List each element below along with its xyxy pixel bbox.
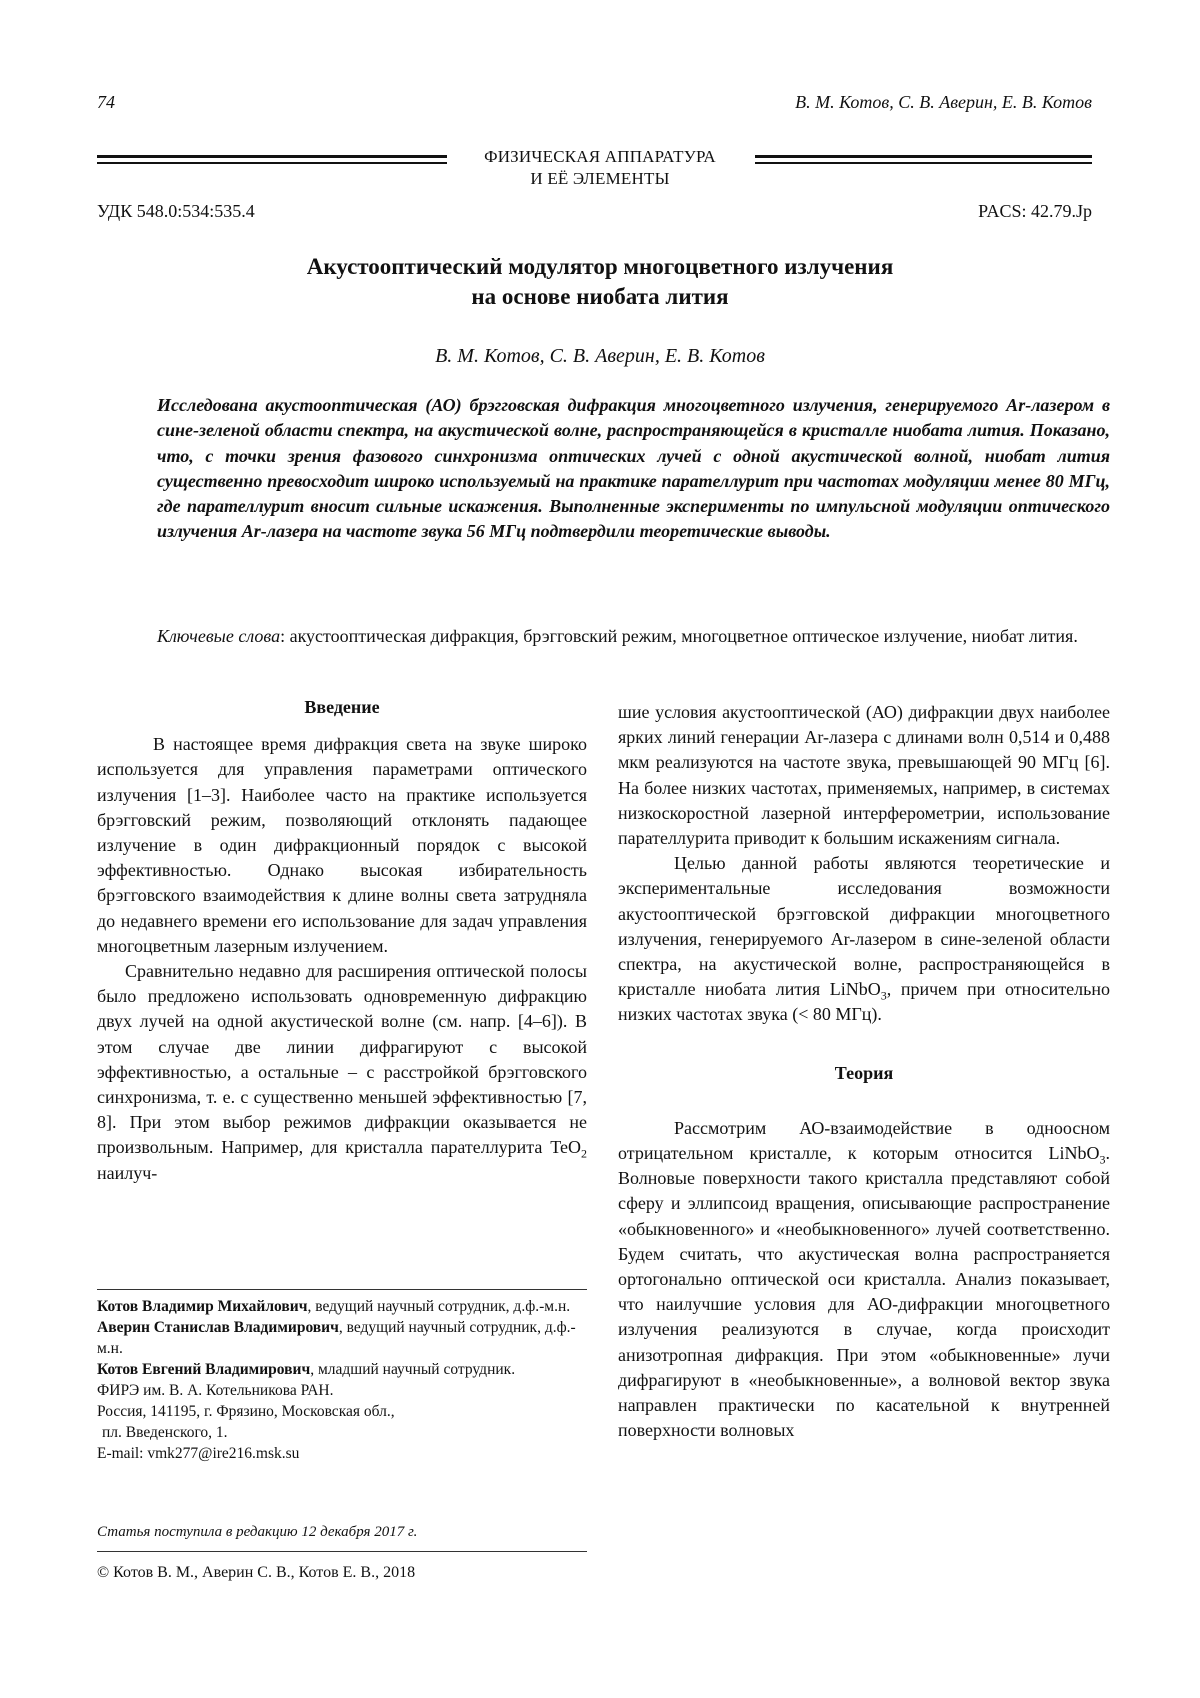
pacs-code: PACS: 42.79.Jp [978,201,1092,221]
article-authors: В. М. Котов, С. В. Аверин, Е. В. Котов [435,345,765,367]
theory-text-b: . Волновые поверхности такого кристалла представляют собой сферу и эллипсоид вращения, описывающие распространение «обыкновенного» и «необыкновенного» лучей соответственно. Будем считать, что акустическая волна распространяется ортогонально оптической оси кристалла. Анализ показывает, что наилучшие условия для АО-дифракции многоцветного излучения реализуются в случае, когда происходит анизотропная дифракция. При этом «обыкновенные» лучи дифрагируют в «необыкновенные», а волновой вектор звука направлен практически по касательной к внутренней поверхности волновых [618,1143,1110,1441]
intro-p2-subscript: 2 [581,1147,587,1162]
author-2-name: Аверин Станислав Владимирович [97,1319,339,1336]
author-2-info [97,1317,577,1359]
intro-paragraph-2 [97,959,587,1186]
abstract: Исследована акустооптическая (АО) брэгговская дифракция многоцветного излучения, генерируемого Ar-лазером в сине-зеленой области спектра, на акустической волне, распространяющейся в кристалле ниобата лития. Показано, что, с точки зрения фазового синхронизма оптических лучей с одной акустической волной, ниобат лития существенно превосходит широко используемый на практике парателлурит при частотах модуляции менее 80 МГц, где парателлурит вносит сильные искажения. Выполненные эксперименты по импульсной модуляции оптического излучения Ar-лазера на частоте звука 56 МГц подтвердили теоретические выводы. [157,395,1110,542]
keywords-label: Ключевые слова [157,626,281,646]
theory-text-a: Рассмотрим АО-взаимодействие в одноосном отрицательном кристалле, к которым относится LiNbO [618,1117,1110,1164]
keywords-text: : акустооптическая дифракция, брэгговский режим, многоцветное оптическое излучение, ниобат лития. [280,626,1078,646]
theory-paragraph [618,1116,1110,1444]
section-line-2: И ЕЁ ЭЛЕМЕНТЫ [530,169,670,188]
copyright: © Котов В. М., Аверин С. В., Котов Е. В., 2018 [97,1564,416,1581]
author-3-info [97,1359,577,1380]
theory-subscript: 3 [1099,1152,1106,1167]
intro-paragraph-1: В настоящее время дифракция света на звуке широко используется для управления параметрами оптического излучения [1–3]. Наиболее часто на практике используется брэгговский режим, позволяющий отклонять падающее излучение в один дифракционный порядок с высокой эффективностью. Однако высокая избирательность брэгговского взаимодействия к длине волны света затрудняла до недавнего времени его использование для задач управления многоцветным лазерным излучением. [97,734,587,956]
intro-heading: Введение [304,697,380,717]
footnote-rule [97,1289,587,1290]
author-2-role: , ведущий научный сотрудник, д.ф.-м.н. [97,1319,576,1357]
aim-subscript: 3 [880,988,887,1003]
author-1-role: , ведущий научный сотрудник, д.ф.-м.н. [307,1298,571,1315]
institute: ФИРЭ им. В. А. Котельникова РАН. [97,1382,334,1399]
email: E-mail: vmk277@ire216.msk.su [97,1445,300,1462]
theory-heading: Теория [834,1062,894,1083]
author-1-info [97,1296,577,1317]
intro-p2-text-b: наилуч- [97,1162,158,1183]
address-line-1: Россия, 141195, г. Фрязино, Московская обл., [97,1403,395,1420]
address-line-2: пл. Введенского, 1. [102,1424,228,1441]
section-rule-left [97,155,447,164]
copyright-rule [97,1551,587,1552]
left-column [97,695,587,1186]
page-number: 74 [97,92,115,112]
right-column [618,700,1110,1443]
section-line-1: ФИЗИЧЕСКАЯ АППАРАТУРА [484,147,716,166]
title-line-1: Акустооптический модулятор многоцветного излучения [306,254,894,279]
author-3-role: , младший научный сотрудник. [310,1361,516,1378]
aim-text-a: Целью данной работы являются теоретические и экспериментальные исследования возможности акустооптической брэгговской дифракции многоцветного излучения, генерируемого Ar-лазером в сине-зеленой области спектра, на акустической волне, распространяющейся в кристалле ниобата лития LiNbO [618,853,1110,1000]
udc-code: УДК 548.0:534:535.4 [97,201,255,221]
aim-paragraph [618,851,1110,1027]
author-1-name: Котов Владимир Михайлович [97,1298,308,1315]
intro-p2-text-a: Сравнительно недавно для расширения оптической полосы было предложено использовать одновременную дифракцию двух лучей на одной акустической волне (см. напр. [4–6]). В этом случае две линии дифрагируют с высокой эффективностью, а остальные – с расстройкой брэгговского синхронизма, т. е. с существенно меньшей эффективностью [7, 8]. При этом выбор режимов дифракции оказывается не произвольным. Например, для кристалла парателлурита TeO [97,961,587,1158]
author-3-name: Котов Евгений Владимирович [97,1361,311,1378]
title-line-2: на основе ниобата лития [471,284,729,309]
section-rule-right [755,155,1092,164]
continuation-paragraph: шие условия акустооптической (АО) дифракции двух наиболее ярких линий генерации Ar-лазера с длинами волн 0,514 и 0,488 мкм реализуются на частоте звука, превышающей 90 МГц [6]. На более низких частотах, применяемых, например, в системах низкоскоростной лазерной интерферометрии, использование парателлурита приводит к большим искажениям сигнала. [618,702,1110,849]
received-date: Статья поступила в редакцию 12 декабря 2017 г. [97,1524,418,1540]
article-title [150,252,1050,312]
aim-text-b: , причем при относительно низких частотах звука (< 80 МГц). [618,979,1110,1025]
section-banner [465,146,735,190]
running-head-authors: В. М. Котов, С. В. Аверин, Е. В. Котов [795,92,1092,112]
author-info [97,1296,577,1464]
keywords [157,624,1110,649]
